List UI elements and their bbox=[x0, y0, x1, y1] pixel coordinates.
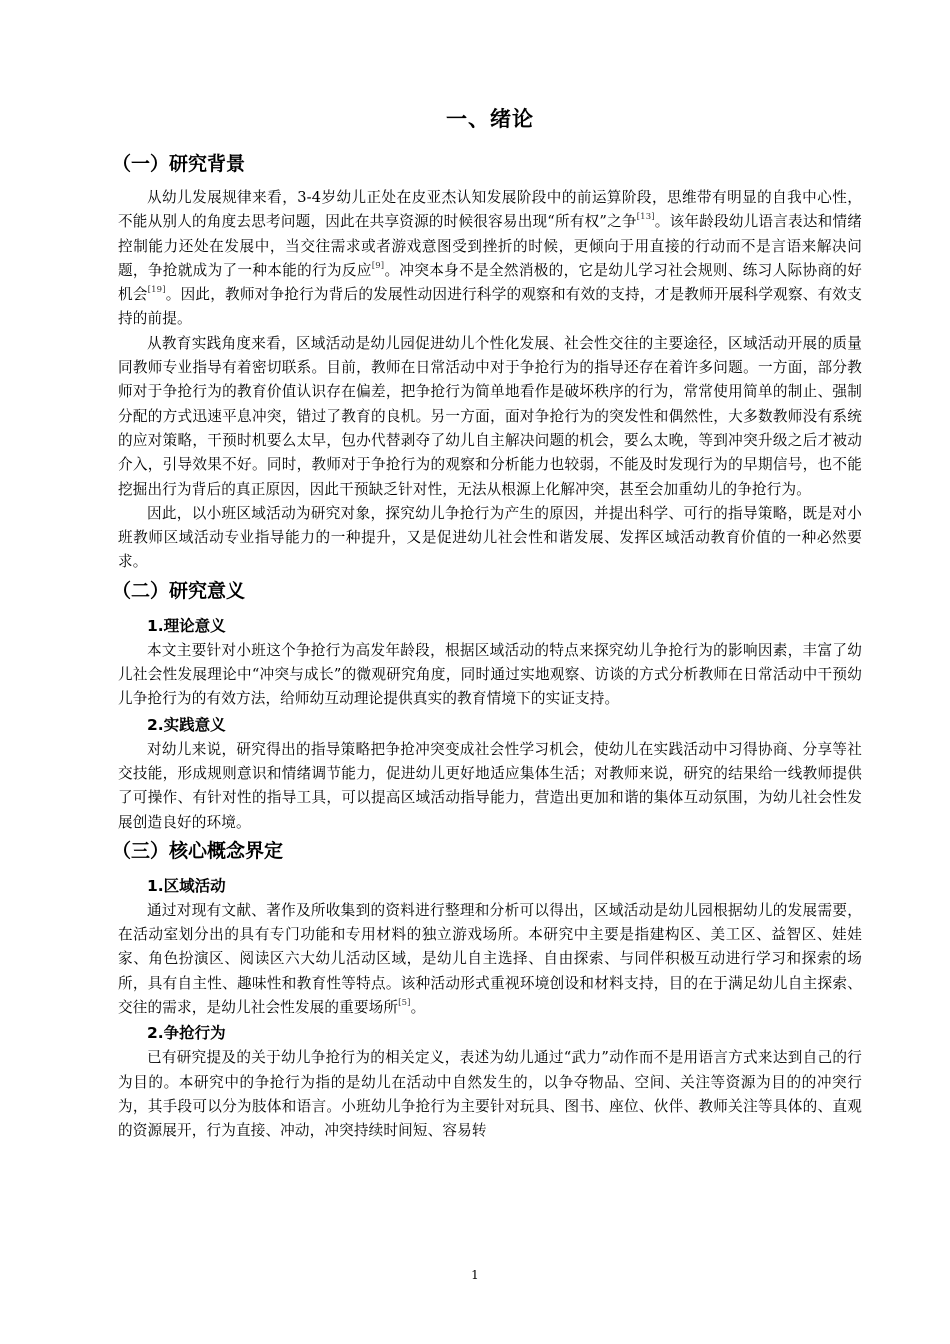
section-title-background: （一）研究背景 bbox=[112, 153, 246, 175]
subsection-title-theory: 1.理论意义 bbox=[147, 616, 226, 635]
paragraph-background-3: 因此，以小班区域活动为研究对象，探究幼儿争抢行为产生的原因，并提出科学、可行的指导策略，既是对小班教师区域活动专业指导能力的一种提升，又是促进幼儿社会性和谐发展、发挥区域活动教育价值的一种必然要求。 bbox=[118, 504, 862, 571]
text-segment: 通过对现有文献、著作及所收集到的资料进行整理和分析可以得出，区域活动是幼儿园根据幼儿的发展需要，在活动室划分出的具有专门功能和专用材料的独立游戏场所。本研究中主要是指建构区、美工区、益智区、娃娃家、角色扮演区、阅读区六大幼儿活动区域，是幼儿自主选择、自由探索、与同伴积极互动进行学习和探索的场所，具有自主性、趣味性和教育性等特点。该种活动形式重视环境创设和材料支持，目的在于满足幼儿自主探索、交往的需求，是幼儿社会性发展的重要场所 bbox=[118, 901, 862, 1017]
section-title-significance: （二）研究意义 bbox=[112, 579, 246, 602]
paragraph-background-2: 从教育实践角度来看，区域活动是幼儿园促进幼儿个性化发展、社会性交往的主要途径，区域活动开展的质量同教师专业指导有着密切联系。目前，教师在日常活动中对于争抢行为的指导还存在着许多问题。一方面，部分教师对于争抢行为的教育价值认识存在偏差，把争抢行为简单地看作是破坏秩序的行为，常常使用简单的制止、强制分配的方式迅速平息冲突，错过了教育的良机。另一方面，面对争抢行为的突发性和偶然性，大多数教师没有系统的应对策略，干预时机要么太早，包办代替剥夺了幼儿自主解决问题的机会，要么太晚，等到冲突升级之后才被动介入，引导效果不好。同时，教师对于争抢行为的观察和分析能力也较弱，不能及时发现行为的早期信号，也不能挖掘出行为背后的真正原因，因此干预缺乏针对性，无法从根源上化解冲突，甚至会加重幼儿的争抢行为。 bbox=[118, 334, 862, 498]
paragraph-theory: 本文主要针对小班这个争抢行为高发年龄段，根据区域活动的特点来探究幼儿争抢行为的影响因素，丰富了幼儿社会性发展理论中“冲突与成长”的微观研究角度，同时通过实地观察、访谈的方式分析教师在日常活动中干预幼儿争抢行为的有效方法，给师幼互动理论提供真实的教育情境下的实证支持。 bbox=[118, 641, 862, 708]
citation: [5] bbox=[398, 998, 411, 1009]
subsection-title-area: 1.区域活动 bbox=[147, 876, 226, 895]
subsection-title-grab: 2.争抢行为 bbox=[147, 1024, 226, 1043]
citation: [9] bbox=[371, 260, 385, 271]
paragraph-background-1 bbox=[118, 186, 862, 332]
paragraph-area bbox=[118, 899, 862, 1020]
citation: [13] bbox=[636, 212, 655, 223]
subsection-title-practice: 2.实践意义 bbox=[147, 715, 226, 734]
paragraph-grab: 已有研究提及的关于幼儿争抢行为的相关定义，表述为幼儿通过“武力”动作而不是用语言方式来达到自己的行为目的。本研究中的争抢行为指的是幼儿在活动中自然发生的，以争夺物品、空间、关注等资源为目的的冲突行为，其手段可以分为肢体和语言。小班幼儿争抢行为主要针对玩具、图书、座位、伙伴、教师关注等具体的、直观的资源展开，行为直接、冲动，冲突持续时间短、容易转 bbox=[118, 1049, 862, 1140]
text-segment: 。该年龄段幼儿语言表达和情绪控制能力还处在发展中，当交往需求或者游戏意图受到挫折的时候，更倾向于用直接的行动而不是言语来解决问题，争抢就成为了一种本能的行为反应 bbox=[118, 213, 862, 279]
section-title-concepts: （三）核心概念界定 bbox=[112, 839, 284, 862]
page-content bbox=[112, 96, 862, 1144]
page-number: 1 bbox=[471, 1268, 479, 1282]
text-segment: 从幼儿发展规律来看，3-4岁幼儿正处在皮亚杰认知发展阶段中的前运算阶段，思维带有明显的自我中心性，不能从别人的角度去思考问题，因此在共享资源的时候很容易出现“所有权”之争 bbox=[118, 189, 862, 231]
chapter-title: 一、绪论 bbox=[446, 107, 534, 131]
paragraph-practice: 对幼儿来说，研究得出的指导策略把争抢冲突变成社会性学习机会，使幼儿在实践活动中习得协商、分享等社交技能，形成规则意识和情绪调节能力，促进幼儿更好地适应集体生活；对教师来说，研究的结果给一线教师提供了可操作、有针对性的指导工具，可以提高区域活动指导能力，营造出更加和谐的集体互动氛围，为幼儿社会性发展创造良好的环境。 bbox=[118, 740, 862, 831]
text-segment: 。因此，教师对争抢行为背后的发展性动因进行科学的观察和有效的支持，才是教师开展科学观察、有效支持的前提。 bbox=[118, 286, 862, 328]
citation: [19] bbox=[147, 285, 166, 296]
text-segment: 。 bbox=[410, 999, 426, 1017]
text-segment: 。冲突本身不是全然消极的，它是幼儿学习社会规则、练习人际协商的好机会 bbox=[118, 261, 862, 304]
